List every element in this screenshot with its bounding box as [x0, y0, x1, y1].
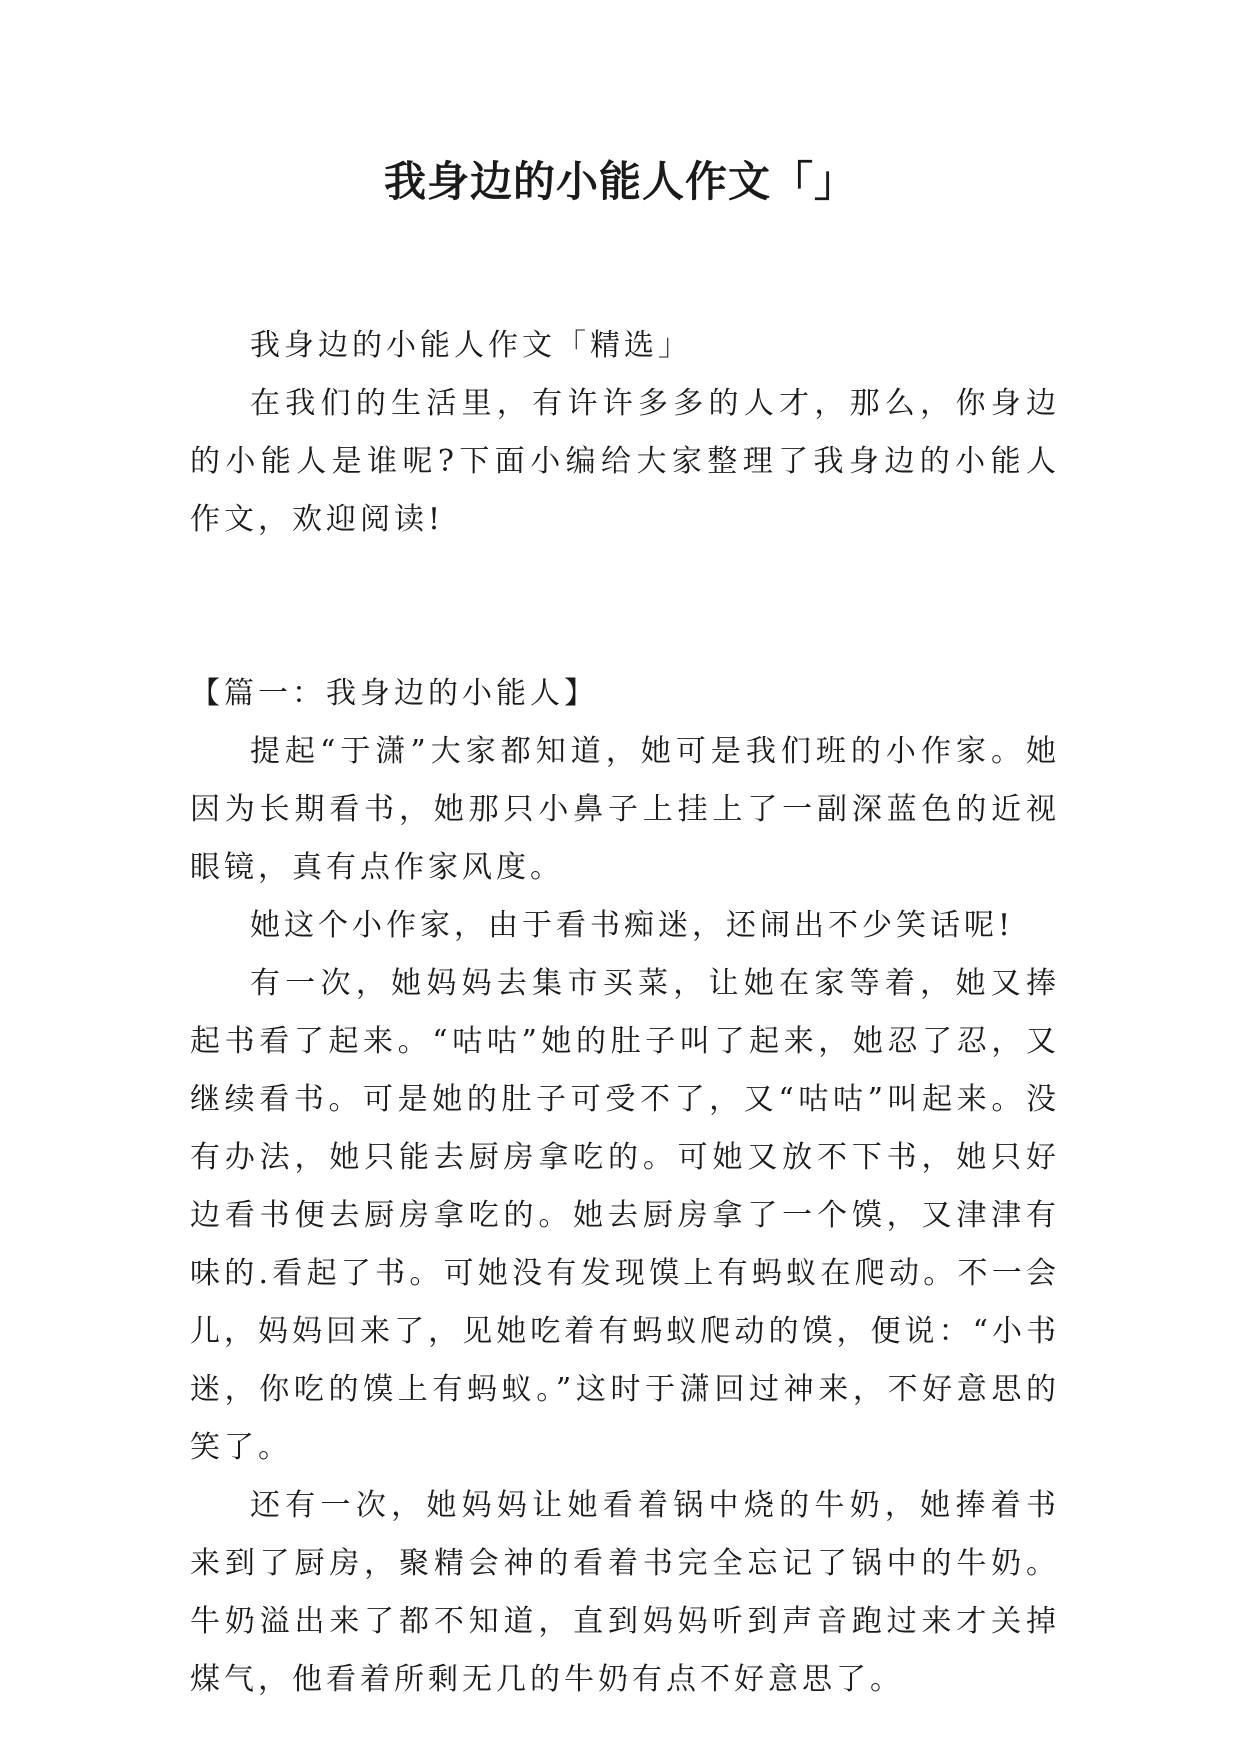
section-spacer [190, 549, 1060, 665]
intro-subtitle-paragraph: 我身边的小能人作文「精选」 [250, 328, 692, 363]
section-heading: 【篇一：我身边的小能人】 [190, 676, 598, 711]
intro-paragraph: 在我们的生活里，有许许多多的人才，那么，你身边的小能人是谁呢?下面小编给大家整理了我身边的小能人作文，欢迎阅读! [190, 386, 1060, 537]
body-paragraph: 她这个小作家，由于看书痴迷，还闹出不少笑话呢! [250, 908, 1015, 943]
document-body [190, 317, 1060, 1709]
body-paragraph: 提起“于潇”大家都知道，她可是我们班的小作家。她因为长期看书，她那只小鼻子上挂上了一副深蓝色的近视眼镜，真有点作家风度。 [190, 734, 1060, 885]
body-paragraph: 有一次，她妈妈去集市买菜，让她在家等着，她又捧起书看了起来。“咕咕”她的肚子叫了起来，她忍了忍，又继续看书。可是她的肚子可受不了，又“咕咕”叫起来。没有办法，她只能去厨房拿吃的。可她又放不下书，她只好边看书便去厨房拿吃的。她去厨房拿了一个馍，又津津有味的.看起了书。可她没有发现馍上有蚂蚁在爬动。不一会儿，妈妈回来了，见她吃着有蚂蚁爬动的馍，便说：“小书迷，你吃的馍上有蚂蚁。”这时于潇回过神来，不好意思的笑了。 [190, 966, 1060, 1465]
document-title: 我身边的小能人作文「」 [383, 157, 857, 206]
body-paragraph: 还有一次，她妈妈让她看着锅中烧的牛奶，她捧着书来到了厨房，聚精会神的看着书完全忘记了锅中的牛奶。牛奶溢出来了都不知道，直到妈妈听到声音跑过来才关掉煤气，他看着所剩无几的牛奶有点不好意思了。 [190, 1488, 1060, 1697]
